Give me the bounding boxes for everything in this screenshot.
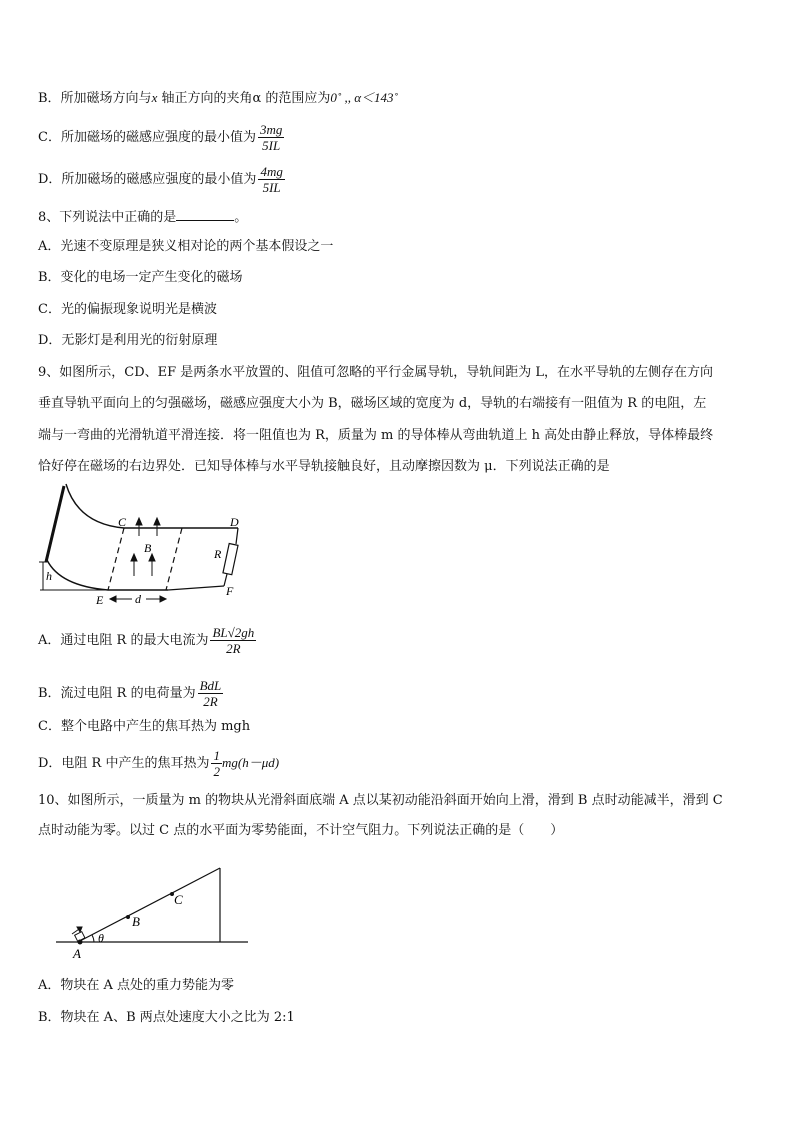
q9-stem-line-1: 9、如图所示，CD、EF 是两条水平放置的、阻值可忽略的平行金属导轨，导轨间距为 L，在水平导轨的左侧存在方向 [38,365,714,380]
fraction-denominator: 2 [213,764,220,779]
q8-stem [38,208,247,227]
q7-option-b [38,89,398,108]
q8-stem-suffix: 。 [234,210,248,225]
q10-option-a: A．物块在 A 点处的重力势能为零 [38,978,235,993]
point-b-dot [126,915,130,919]
label-b: B [132,914,140,929]
q9-stem-line-2: 垂直导轨平面向上的匀强磁场，磁感应强度大小为 B，磁场区域的宽度为 d，导轨的右端接有一阻值为 R 的电阻，左 [38,396,707,411]
label-c: C [174,892,183,907]
q9-option-d-text: D．电阻 R 中产生的焦耳热为 [38,756,210,771]
label-e: E [96,593,104,607]
q9-option-c: C．整个电路中产生的焦耳热为 mgh [38,719,251,734]
q7-option-b-x: x [151,90,158,105]
q8-option-b: B．变化的电场一定产生变化的磁场 [38,270,243,285]
label-b: B [144,541,152,555]
q7-option-d-text: D．所加磁场的磁感应强度的最小值为 [38,172,257,187]
label-f: F [226,584,234,598]
q7-option-b-text: B．所加磁场方向与 [38,91,152,106]
label-r: R [214,547,222,561]
q7-option-d-fraction [258,164,284,195]
q10-option-b: B．物块在 A、B 两点处速度大小之比为 2:1 [38,1010,295,1025]
q7-option-c [38,122,284,153]
label-c: C [118,515,127,529]
fraction-denominator: 2R [203,694,218,709]
q8-option-c: C．光的偏振现象说明光是横波 [38,302,217,317]
q9-option-a [38,625,256,656]
rail-cd [66,484,238,528]
q10-incline-figure [52,862,252,962]
q10-stem-line-2: 点时动能为零。以过 C 点的水平面为零势能面，不计空气阻力。下列说法正确的是（ ） [38,823,564,838]
q9-stem-line-4: 恰好停在磁场的右边界处．已知导体棒与水平导轨接触良好，且动摩擦因数为 μ．下列说法正确的是 [38,459,610,474]
fraction-numerator: BL√2gh [212,625,255,640]
q7-option-c-fraction [258,122,284,153]
rail-ef [47,560,168,590]
q8-option-a: A．光速不变原理是狭义相对论的两个基本假设之一 [38,239,334,254]
fraction-denominator: 2R [226,641,241,656]
q9-option-b [38,678,223,709]
fraction-denominator: 5IL [262,180,281,195]
q9-rail-figure [36,478,256,608]
answer-blank [176,208,234,221]
q8-option-d: D．无影灯是利用光的衍射原理 [38,333,218,348]
fraction-denominator: 5IL [262,138,281,153]
label-h: h [46,569,52,583]
label-a: A [73,946,81,961]
q8-stem-text: 8、下列说法中正确的是 [38,210,177,225]
field-left-boundary [108,528,124,590]
field-right-boundary [166,528,182,590]
fraction-numerator: BdL [199,678,222,693]
q7-option-b-range: 0˚ ,, α＜143˚ [330,90,398,105]
resistor-r [223,543,238,574]
label-d: D [230,515,239,529]
fraction-numerator: 1 [213,748,220,763]
q9-option-d [38,748,279,779]
q7-option-b-mid: 轴正方向的夹角α 的范围应为 [157,91,331,106]
q9-option-d-fraction [211,748,222,779]
curved-track-front [46,486,64,562]
q9-option-d-tail: mg(h－μd) [221,755,280,770]
angle-arc [92,935,94,942]
q9-option-a-fraction [210,625,256,656]
label-theta: θ [98,931,104,945]
rail-ef-right [168,586,224,590]
q7-option-c-text: C．所加磁场的磁感应强度的最小值为 [38,130,256,145]
q9-option-a-text: A．通过电阻 R 的最大电流为 [38,633,209,648]
point-a-dot [78,940,83,945]
rail-connector-top [236,528,238,544]
q9-option-b-text: B．流过电阻 R 的电荷量为 [38,686,196,701]
q9-option-b-fraction [198,678,224,709]
fraction-numerator: 4mg [260,164,283,179]
fraction-numerator: 3mg [259,122,283,137]
q9-stem-line-3: 端与一弯曲的光滑轨道平滑连接．将一阻值也为 R，质量为 m 的导体棒从弯曲轨道上 h 高处由静止释放，导体棒最终 [38,428,714,443]
label-d-width: d [135,592,141,606]
q7-option-d [38,164,285,195]
q10-stem-line-1: 10、如图所示，一质量为 m 的物块从光滑斜面底端 A 点以某初动能沿斜面开始向上滑，滑到 B 点时动能减半，滑到 C [38,793,723,808]
